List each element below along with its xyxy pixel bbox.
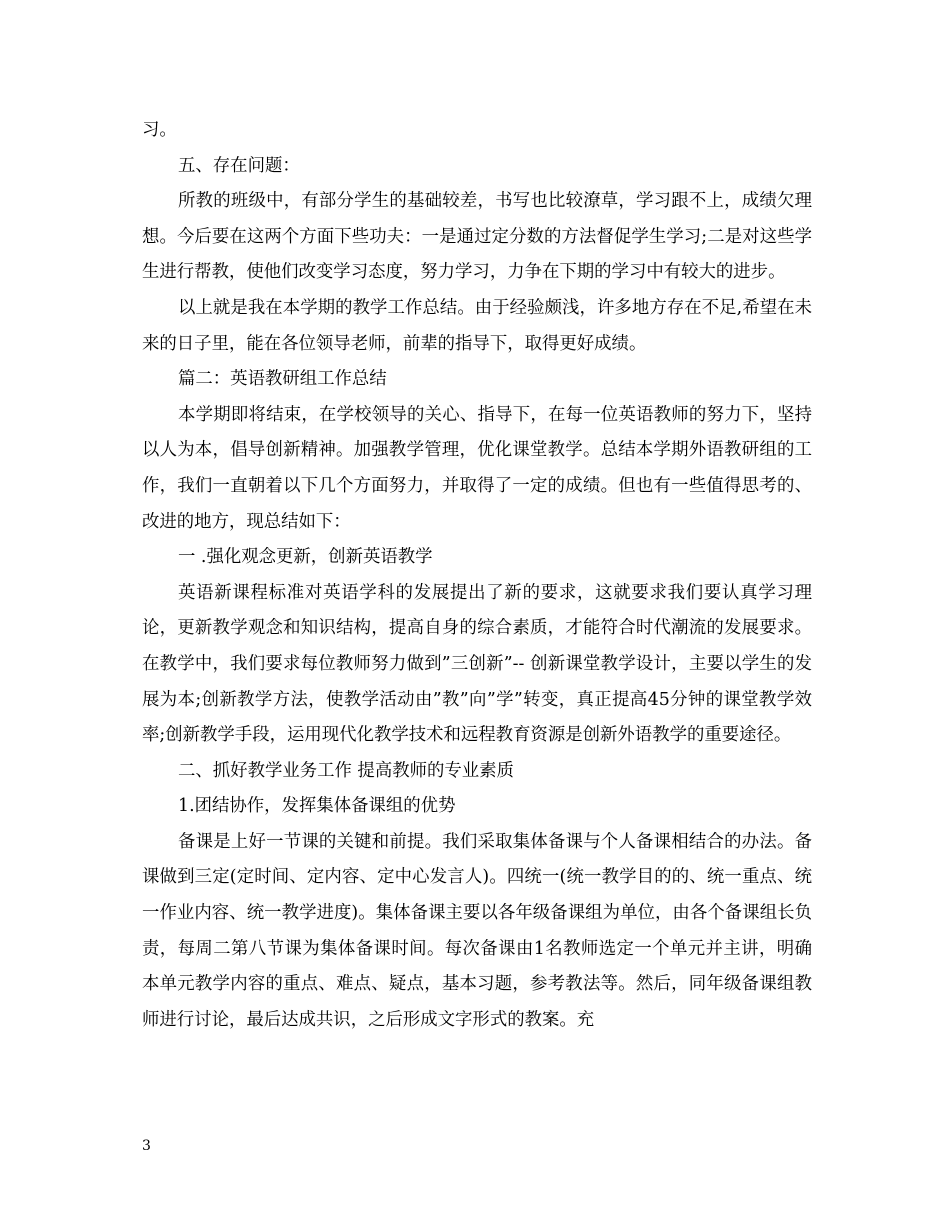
section-heading-problems: 五、存在问题：: [178, 155, 300, 176]
subsection-heading-one: 1.团结协作，发挥集体备课组的优势: [178, 796, 456, 817]
paragraph-continuation: 习。: [142, 120, 177, 140]
section-heading-one: 一 .强化观念更新，创新英语教学: [178, 547, 433, 568]
section-heading-two: 二、抓好教学业务工作 提高教师的专业素质: [178, 760, 514, 781]
paragraph-conclusion: 以上就是我在本学期的教学工作总结。由于经验颇浅，许多地方存在不足,希望在未来的日子里，能在各位领导老师，前辈的指导下，取得更好成绩。: [142, 297, 812, 354]
document-body: [142, 113, 812, 1038]
article-title-part-two: 篇二：英语教研组工作总结: [178, 369, 387, 390]
page-number: 3: [142, 1138, 151, 1154]
paragraph-curriculum: 英语新课程标准对英语学科的发展提出了新的要求，这就要求我们要认真学习理论，更新教学观念和知识结构，提高自身的综合素质，才能符合时代潮流的发展要求。在教学中，我们要求每位教师努力做到”三创新”-- 创新课堂教学设计，主要以学生的发展为本;创新教学方法，使教学活动由”教”向”学”转变，真正提高45分钟的课堂教学效率;创新教学手段，运用现代化教学技术和远程教育资源是创新外语教学的重要途径。: [142, 582, 812, 746]
paragraph-intro: 本学期即将结束，在学校领导的关心、指导下，在每一位英语教师的努力下，坚持以人为本，倡导创新精神。加强教学管理，优化课堂教学。总结本学期外语教研组的工作，我们一直朝着以下几个方面努力，并取得了一定的成绩。但也有一些值得思考的、改进的地方，现总结如下：: [142, 404, 812, 532]
paragraph-problems: 所教的班级中，有部分学生的基础较差，书写也比较潦草，学习跟不上，成绩欠理想。今后要在这两个方面下些功夫：一是通过定分数的方法督促学生学习;二是对这些学生进行帮教，使他们改变学习态度，努力学习，力争在下期的学习中有较大的进步。: [142, 191, 812, 283]
paragraph-lesson-prep: 备课是上好一节课的关键和前提。我们采取集体备课与个人备课相结合的办法。备课做到三定(定时间、定内容、定中心发言人)。四统一(统一教学目的的、统一重点、统一作业内容、统一教学进度)。集体备课主要以各年级备课组为单位，由各个备课组长负责，每周二第八节课为集体备课时间。每次备课由1名教师选定一个单元并主讲，明确本单元教学内容的重点、难点、疑点，基本习题，参考教法等。然后，同年级备课组教师进行讨论，最后达成共识，之后形成文字形式的教案。充: [142, 831, 812, 1030]
